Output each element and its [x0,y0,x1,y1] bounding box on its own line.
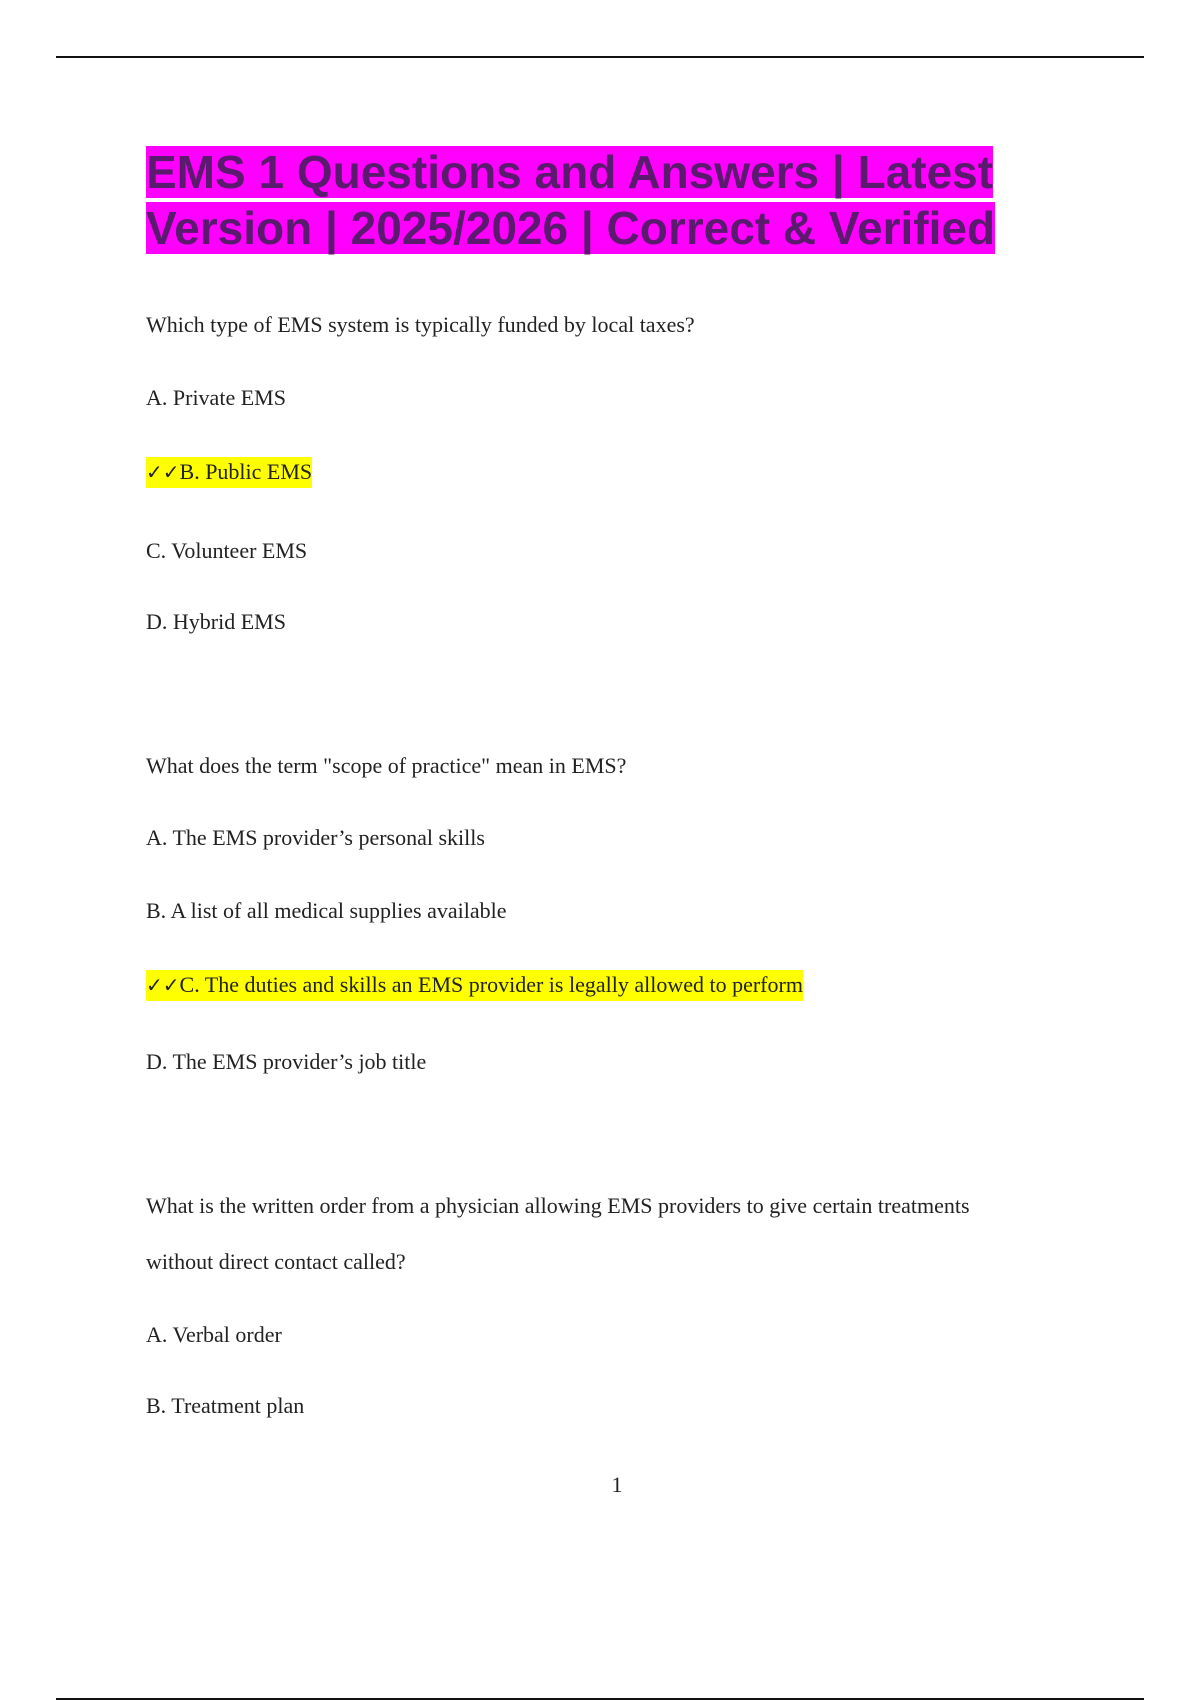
question-3-text-line-2: without direct contact called? [146,1249,406,1274]
question-2-option-d: D. The EMS provider’s job title [146,1049,427,1074]
document-title [146,144,1042,256]
question-2-text: What does the term "scope of practice" mean in EMS? [146,753,627,778]
option-label: C. The duties and skills an EMS provider is legally allowed to perform [179,972,803,997]
question-2-option-a: A. The EMS provider’s personal skills [146,825,485,850]
double-check-icon: ✓✓ [146,460,180,484]
question-3-option-b: B. Treatment plan [146,1393,305,1418]
option-label: B. Public EMS [179,459,313,484]
question-1-option-a: A. Private EMS [146,385,286,410]
double-check-icon: ✓✓ [146,973,180,997]
title-line-2: Version | 2025/2026 | Correct & Verified [146,202,996,254]
question-1-text: Which type of EMS system is typically funded by local taxes? [146,312,695,337]
question-1-option-b-correct [146,457,312,487]
title-line-1: EMS 1 Questions and Answers | Latest [146,146,994,198]
correct-answer-highlight [146,457,312,488]
page-number: 1 [611,1472,623,1497]
question-1-option-d: D. Hybrid EMS [146,609,286,634]
correct-answer-highlight [146,970,803,1001]
question-3-text-line-1: What is the written order from a physician allowing EMS providers to give certain treatments [146,1193,970,1218]
question-3-option-a: A. Verbal order [146,1322,282,1347]
top-rule [56,56,1144,58]
question-2-option-b: B. A list of all medical supplies available [146,898,507,923]
question-2-option-c-correct [146,970,803,1000]
question-1-option-c: C. Volunteer EMS [146,538,308,563]
